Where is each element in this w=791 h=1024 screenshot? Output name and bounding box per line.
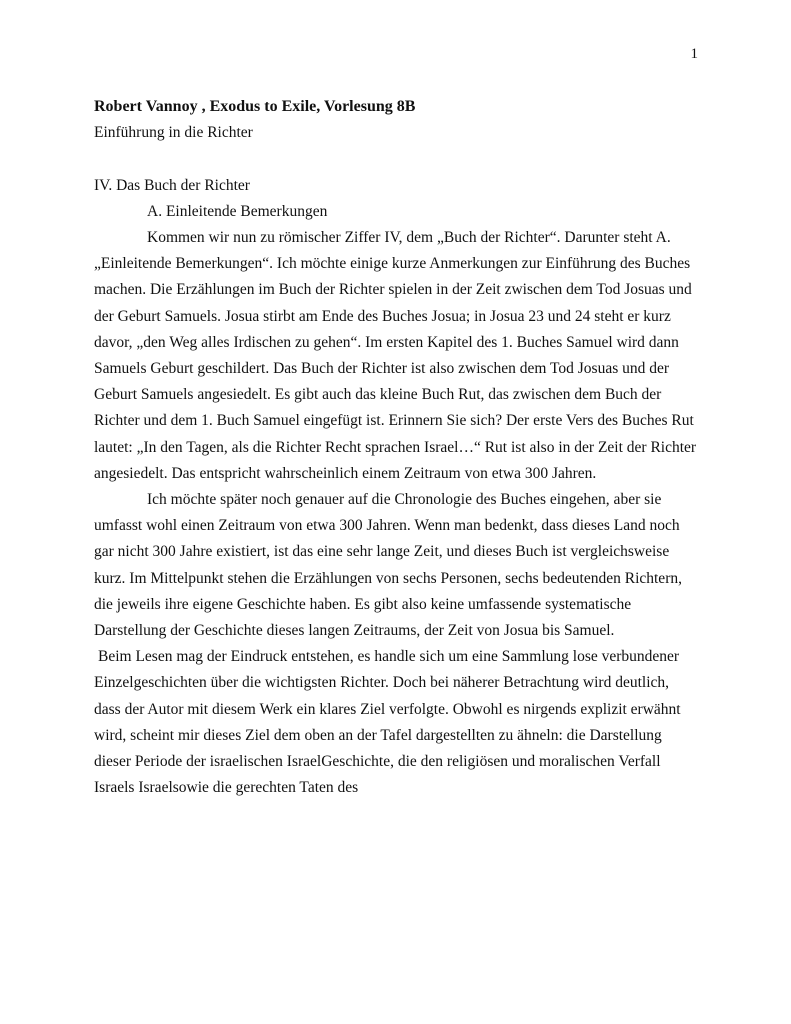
document-subtitle: Einführung in die Richter [94, 124, 253, 142]
document-title: Robert Vannoy , Exodus to Exile, Vorlesung 8B [94, 98, 416, 115]
blank-line [94, 146, 698, 172]
paragraph-1: Kommen wir nun zu römischer Ziffer IV, dem „Buch der Richter“. Darunter steht A. „Einleitende Bemerkungen“. Ich möchte einige kurze Anmerkungen zur Einführung des Buches machen. Die Erzählungen im Buch der Richter spielen in der Zeit zwischen dem Tod Josuas und der Geburt Samuels. Josua stirbt am Ende des Buches Josua; in Josua 23 und 24 steht er kurz davor, „den Weg alles Irdischen zu gehen“. Im ersten Kapitel des 1. Buches Samuel wird dann Samuels Geburt geschildert. Das Buch der Richter ist also zwischen dem Tod Josuas und der Geburt Samuels angesiedelt. Es gibt auch das kleine Buch Rut, das zwischen dem Buch der Richter und dem 1. Buch Samuel eingefügt ist. Erinnern Sie sich? Der erste Vers des Buches Rut lautet: „In den Tagen, als die Richter Recht sprachen Israel…“ Rut ist also in der Zeit der Richter angesiedelt. Das entspricht wahrscheinlich einem Zeitraum von etwa 300 Jahren. [94, 229, 697, 482]
section-subheading: A. Einleitende Bemerkungen [147, 202, 328, 220]
section-heading: IV. Das Buch der Richter [94, 176, 250, 194]
page-number: 1 [690, 46, 698, 62]
paragraph-2: Ich möchte später noch genauer auf die Chronologie des Buches eingehen, aber sie umfasst wohl einen Zeitraum von etwa 300 Jahren. Wenn man bedenkt, dass dieses Land noch gar nicht 300 Jahre existiert, ist das eine sehr lange Zeit, und dieses Buch ist vergleichsweise kurz. Im Mittelpunkt stehen die Erzählungen von sechs Personen, sechs bedeutenden Richtern, die jeweils ihre eigene Geschichte haben. Es gibt also keine umfassende systematische Darstellung der Geschichte dieses langen Zeitraums, der Zeit von Josua bis Samuel. [94, 491, 682, 640]
paragraph-3: Beim Lesen mag der Eindruck entstehen, es handle sich um eine Sammlung lose verbundener Einzelgeschichten über die wichtigsten Richter. Doch bei näherer Betrachtung wird deutlich, dass der Autor mit diesem Werk ein klares Ziel verfolgte. Obwohl es nirgends explizit erwähnt wird, scheint mir dieses Ziel dem oben an der Tafel dargestellten zu ähneln: die Darstellung dieser Periode der israelischen IsraelGeschichte, die den religiösen und moralischen Verfall Israels Israelsowie die gerechten Taten des [94, 648, 681, 797]
document-body [94, 94, 698, 801]
